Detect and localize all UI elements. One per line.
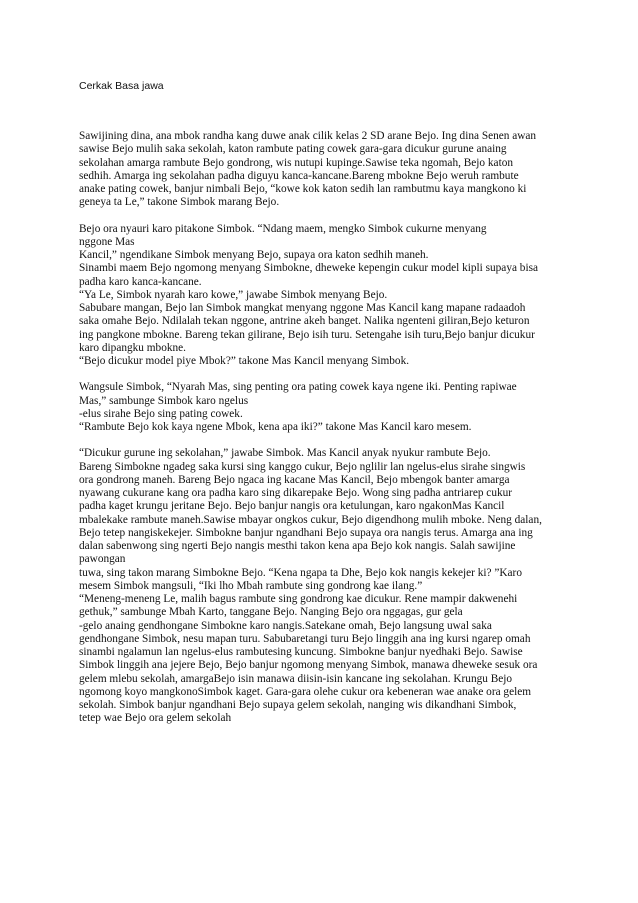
paragraph-gap	[79, 368, 564, 381]
text-line: nyawang cukurane kang ora padha karo sing dikarepake Bejo. Wong sing padha antriarep cukur	[79, 487, 513, 499]
text-line: tuwa, sing takon marang Simbokne Bejo. “Kena ngapa ta Dhe, Bejo kok nangis kekejer ki? ”Karo	[79, 566, 522, 579]
paragraph-gap	[79, 210, 564, 223]
text-line: saka omahe Bejo. Ndilalah tekan nggone, antrine akeh banget. Nalika ngenteni giliran,Bejo keturon	[79, 315, 530, 328]
text-line: Sawijining dina, ana mbok randha kang duwe anak cilik kelas 2 SD arane Bejo. Ing dina Senen awan	[79, 130, 537, 142]
paragraph-gap	[79, 434, 564, 447]
text-line: sedhih. Amarga ing sekolahan padha diguyu kanca-kancane.Bareng mbokne Bejo weruh rambute	[79, 169, 519, 182]
text-line: Bareng Simbokne ngadeg saka kursi sing kanggo cukur, Bejo nglilir lan ngelus-elus sirahe singwis	[79, 460, 526, 473]
text-line: Sabubare mangan, Bejo lan Simbok mangkat menyang nggone Mas Kancil kang mapane radaadoh	[79, 302, 526, 314]
text-line: mbalekake rambute maneh.Sawise mbayar ongkos cukur, Bejo digendhong mulih mboke. Neng dalan,	[79, 513, 542, 526]
text-line: karo dipangku mbokne.	[79, 341, 186, 354]
text-line: ora gondrong maneh. Bareng Bejo ngaca ing kacane Mas Kancil, Bejo mbengok banter amarga	[79, 473, 510, 486]
text-line: ing pangkone mbokne. Bareng tekan gilirane, Bejo isih turu. Setengahe isih turu,Bejo banjur dicukur	[79, 328, 535, 341]
text-line: tetep wae Bejo ora gelem sekolah	[79, 712, 232, 725]
text-line: sekolah. Simbok banjur ngandhani Bejo supaya gelem sekolah, nanging wis dikandhani Simbok,	[79, 699, 517, 711]
text-line: -gelo anaing gendhongane Simbokne karo nangis.Satekane omah, Bejo langsung uwal saka	[79, 619, 492, 632]
text-line: gethuk,” sambunge Mbah Karto, tanggane Bejo. Nanging Bejo ora nggagas, gur gela	[79, 606, 463, 619]
text-line: Mas,” sambunge Simbok karo ngelus	[79, 394, 249, 407]
text-line: ngomong koyo mangkonoSimbok kaget. Gara-gara olehe cukur ora kebeneran wae anake ora gelem	[79, 685, 532, 698]
text-line: Kancil,” ngendikane Simbok menyang Bejo, supaya ora katon sedhih maneh.	[79, 249, 429, 261]
text-line: geneya ta Le,” takone Simbok marang Bejo.	[79, 196, 280, 209]
text-line: “Bejo dicukur model piye Mbok?” takone Mas Kancil menyang Simbok.	[79, 355, 410, 367]
text-line: -elus sirahe Bejo sing pating cowek.	[79, 407, 243, 420]
text-line: gelem mlebu sekolah, amargaBejo isin manawa diisin-isin kancane ing sekolahan. Krungu Bejo	[79, 672, 513, 685]
text-line: anake pating cowek, banjur nimbali Bejo, “kowe kok katon sedih lan rambutmu kaya mangkono ki	[79, 183, 527, 195]
document-title: Cerkak Basa jawa	[79, 80, 164, 92]
text-line: sinambi ngalamun lan ngelus-elus rambutesing kuncung. Simbokne banjur nyedhaki Bejo. Sawise	[79, 646, 523, 658]
text-line: mesem Simbok mangsuli, “Iki lho Mbah rambute sing gondrong kae ilang.”	[79, 579, 423, 592]
text-line: “Ya Le, Simbok nyarah karo kowe,” jawabe Simbok menyang Bejo.	[79, 288, 388, 301]
text-line: “Dicukur gurune ing sekolahan,” jawabe Simbok. Mas Kancil anyak nyukur rambute Bejo.	[79, 447, 491, 460]
text-line: Sinambi maem Bejo ngomong menyang Simbokne, dheweke kepengin cukur model kipli supaya bisa	[79, 262, 539, 275]
text-line: padha kaget krungu jeritane Bejo. Bejo banjur nangis ora ketulungan, karo ngakonMas Kancil	[79, 500, 505, 513]
story-body	[79, 130, 564, 726]
text-line: nggone Mas	[79, 235, 135, 248]
text-line: sekolahan amarga rambute Bejo gondrong, wis nutupi kupinge.Sawise teka ngomah, Bejo katon	[79, 156, 514, 169]
text-line: sawise Bejo mulih saka sekolah, katon rambute pating cowek gara-gara dicukur gurune anaing	[79, 143, 507, 156]
text-line: “Rambute Bejo kok kaya ngene Mbok, kena apa iki?” takone Mas Kancil karo mesem.	[79, 421, 472, 433]
text-line: Wangsule Simbok, “Nyarah Mas, sing penting ora pating cowek kaya ngene iki. Penting rapiwae	[79, 381, 517, 394]
text-line: “Meneng-meneng Le, malih bagus rambute sing gondrong kae dicukur. Rene mampir dakwenehi	[79, 593, 518, 605]
text-line: Bejo ora nyauri karo pitakone Simbok. “Ndang maem, mengko Simbok cukurne menyang	[79, 222, 487, 235]
text-line: dalan sabenwong sing ngerti Bejo nangis mesthi takon kena apa Bejo kok nangis. Salah sawijine	[79, 540, 516, 552]
text-line: gendhongane Simbok, nesu mapan turu. Sabubaretangi turu Bejo linggih ana ing kursi ngarep omah	[79, 632, 531, 645]
text-line: padha karo kanca-kancane.	[79, 275, 202, 288]
text-line: Bejo tetep nangiskekejer. Simbokne banjur ngandhani Bejo supaya ora nangis terus. Amarga ana ing	[79, 526, 533, 539]
text-line: Simbok linggih ana jejere Bejo, Bejo banjur ngomong menyang Simbok, manawa dheweke sesuk ora	[79, 659, 538, 672]
text-line: pawongan	[79, 553, 126, 566]
